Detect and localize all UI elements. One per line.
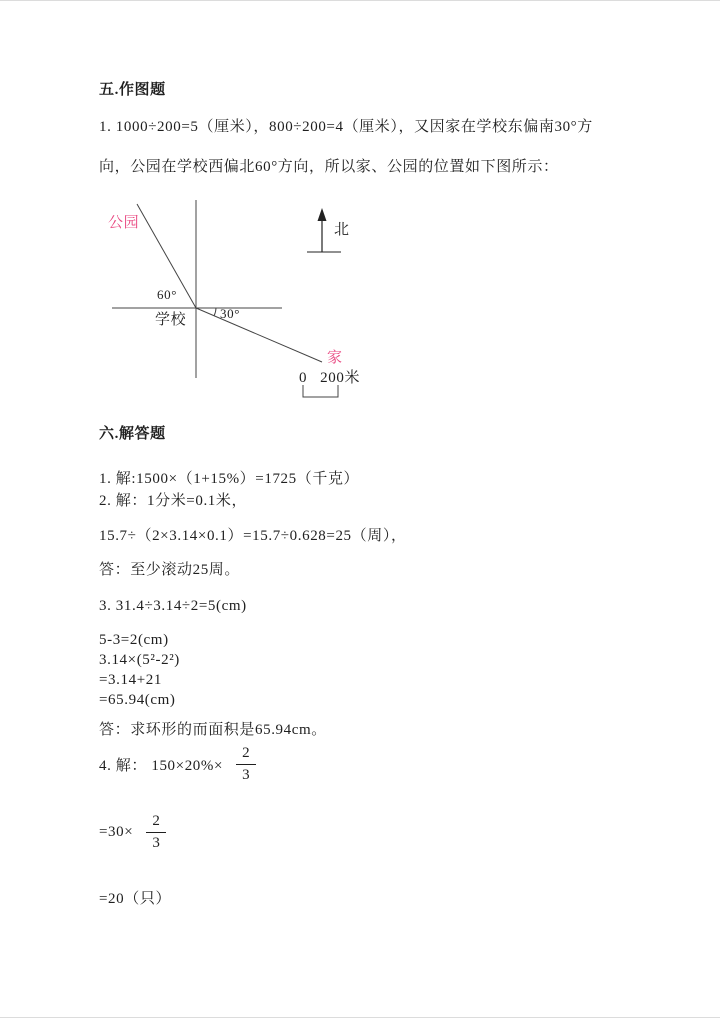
answer4-step2-fraction [146,812,166,853]
answer4-step1-text: 4. 解： 150×20%× [99,757,224,774]
section6-heading: 六.解答题 [99,426,166,442]
north-label: 北 [334,222,350,238]
page-top-border [0,0,720,1]
fraction-numerator: 2 [242,745,251,761]
answer3-line6: 答：求环形的而面积是65.94cm。 [99,722,327,738]
answer3-line5: =65.94(cm) [99,692,176,708]
answer3-line2: 5-3=2(cm) [99,632,169,648]
fraction-numerator: 2 [152,813,161,829]
answer2-line2: 15.7÷（2×3.14×0.1）=15.7÷0.628=25（周）， [99,528,407,544]
answer4-result: =20（只） [99,891,172,907]
answer3-line4: =3.14+21 [99,672,162,688]
answer4-step1-fraction [236,744,256,785]
answer2-line1: 2. 解：1分米=0.1米， [99,493,248,509]
fraction-denominator: 3 [236,764,256,785]
problem1-line1: 1. 1000÷200=5（厘米），800÷200=4（厘米），又因家在学校东偏南30°方 [99,119,593,135]
park-label: 公园 [108,215,140,231]
section5-heading: 五.作图题 [99,82,166,98]
angle-60-label: 60° [157,287,177,302]
answer2-line3: 答：至少滚动25周。 [99,562,241,578]
angle-30-label: 30° [220,306,240,321]
home-direction-line [196,308,322,362]
school-label: 学校 [155,312,187,328]
answer4-step2-text: =30× [99,823,134,840]
north-arrow-head [318,208,327,221]
home-label: 家 [327,350,343,366]
scale-label: 0 200米 [299,370,361,386]
answer3-line3: 3.14×(5²-2²) [99,652,180,668]
problem1-line2: 向，公园在学校西偏北60°方向，所以家、公园的位置如下图所示： [99,159,559,175]
answer1-line: 1. 解:1500×（1+15%）=1725（千克） [99,471,360,487]
fraction-denominator: 3 [146,832,166,853]
answer4-step2 [99,812,166,853]
angle-30-arc [214,308,216,316]
answer3-line1: 3. 31.4÷3.14÷2=5(cm) [99,598,247,614]
answer4-step1 [99,744,256,785]
